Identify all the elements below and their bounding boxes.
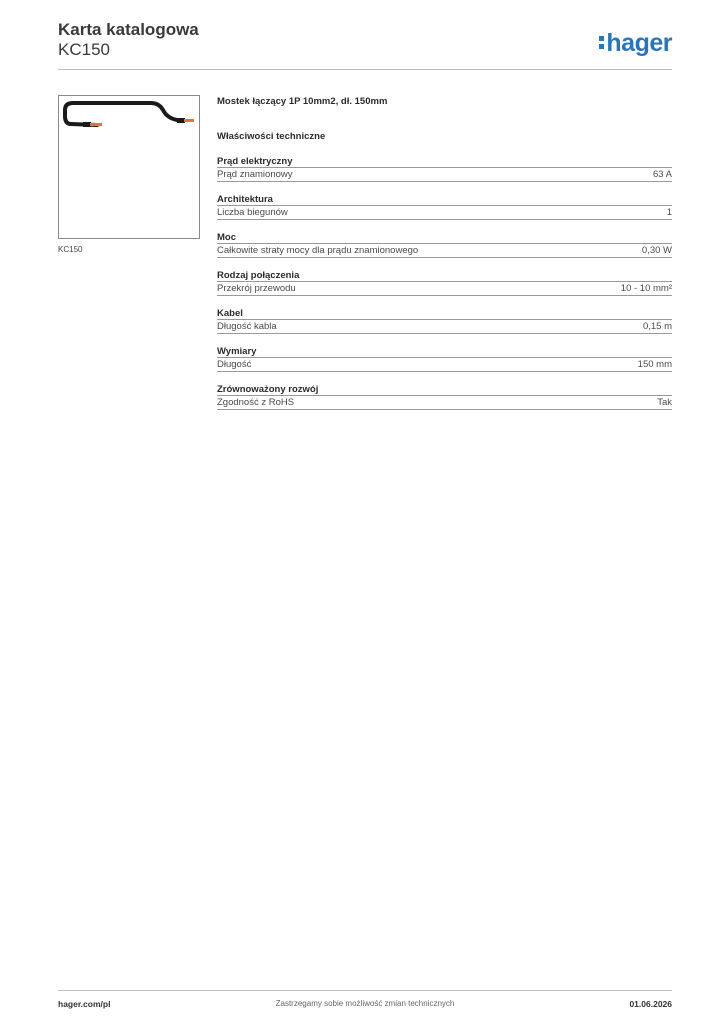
spec-row (217, 358, 672, 372)
product-code: KC150 (58, 40, 110, 59)
footer-notice: Zastrzegamy sobie możliwość zmian technicznych (275, 999, 455, 1008)
product-image (58, 95, 200, 239)
spec-label: Zgodność z RoHS (217, 397, 295, 408)
spec-group (217, 155, 672, 182)
spec-value: Tak (657, 397, 672, 408)
spec-group-title: Kabel (217, 307, 672, 320)
spec-label: Długość (217, 359, 252, 370)
spec-row (217, 168, 672, 182)
spec-group-title: Moc (217, 231, 672, 244)
right-ferrule (177, 118, 185, 123)
spec-group-title: Architektura (217, 193, 672, 206)
spec-group (217, 231, 672, 258)
technical-details (217, 95, 672, 410)
logo-dots-icon (599, 36, 604, 52)
spec-group-title: Prąd elektryczny (217, 155, 672, 168)
right-terminal (184, 119, 194, 122)
header-divider (58, 69, 672, 70)
spec-label: Liczba biegunów (217, 207, 288, 218)
spec-group (217, 193, 672, 220)
spec-value: 0,15 m (642, 321, 672, 332)
page-header (58, 20, 672, 70)
spec-group (217, 307, 672, 334)
spec-row (217, 206, 672, 220)
section-heading: Właściwości techniczne (217, 131, 326, 142)
spec-value: 63 A (652, 169, 672, 180)
image-caption: KC150 (58, 245, 83, 254)
spec-group (217, 269, 672, 296)
spec-value: 1 (666, 207, 672, 218)
spec-row (217, 282, 672, 296)
product-description: Mostek łączący 1P 10mm2, dł. 150mm (217, 96, 388, 107)
spec-group (217, 383, 672, 410)
spec-group (217, 345, 672, 372)
spec-value: 0,30 W (641, 245, 672, 256)
page-footer (58, 998, 672, 1010)
footer-date: 01.06.2026 (629, 999, 672, 1009)
cable-body (65, 103, 183, 125)
document-title: Karta katalogowa (58, 20, 199, 39)
spec-row (217, 244, 672, 258)
spec-group-title: Wymiary (217, 345, 672, 358)
jumper-cable-icon (59, 96, 201, 240)
logo-text: hager (606, 29, 672, 57)
spec-row (217, 320, 672, 334)
spec-row (217, 396, 672, 410)
footer-website-link[interactable]: hager.com/pl (58, 999, 111, 1009)
spec-groups (217, 155, 672, 410)
spec-group-title: Zrównoważony rozwój (217, 383, 672, 396)
spec-label: Przekrój przewodu (217, 283, 296, 294)
spec-label: Prąd znamionowy (217, 169, 293, 180)
hager-logo (599, 30, 672, 56)
spec-value: 10 - 10 mm² (620, 283, 672, 294)
spec-value: 150 mm (637, 359, 672, 370)
left-terminal (90, 123, 102, 126)
left-ferrule (83, 122, 91, 127)
spec-label: Długość kabla (217, 321, 277, 332)
footer-divider (58, 990, 672, 991)
spec-group-title: Rodzaj połączenia (217, 269, 672, 282)
spec-label: Całkowite straty mocy dla prądu znamionowego (217, 245, 419, 256)
